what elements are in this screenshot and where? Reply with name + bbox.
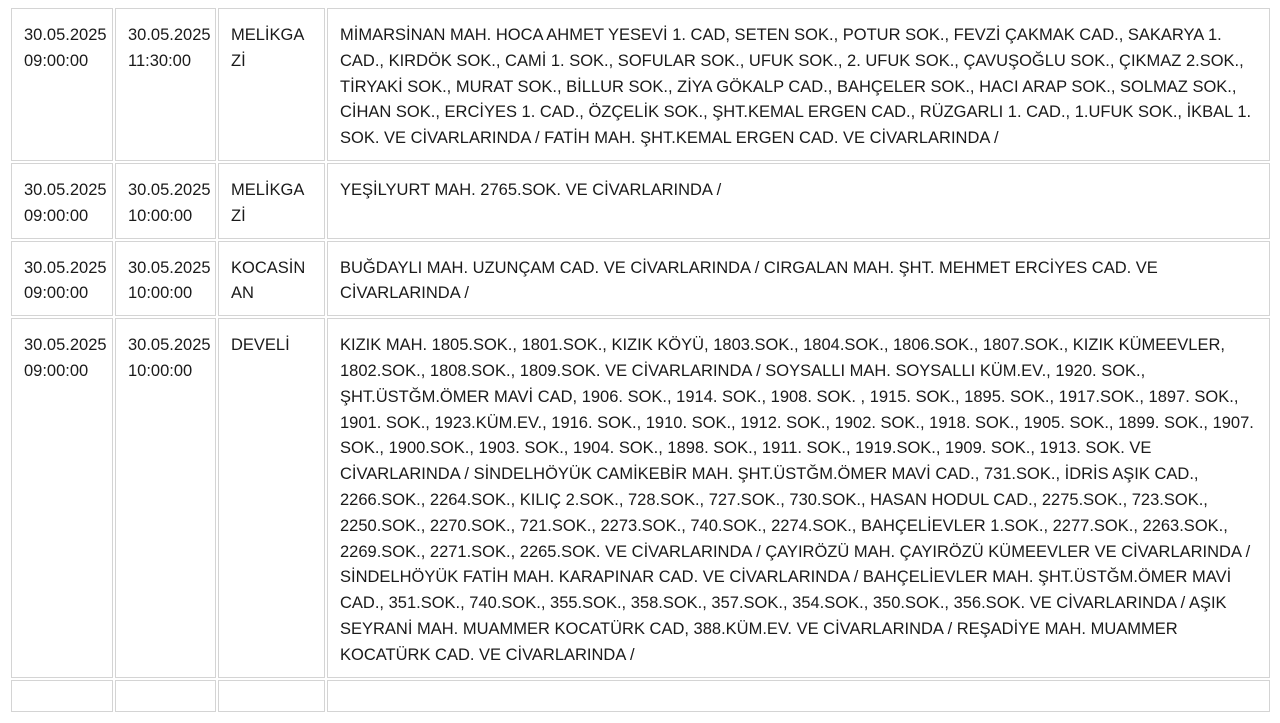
start-time: 09:00:00: [24, 206, 89, 225]
end-date: 30.05.2025: [128, 26, 211, 44]
district-cell: [218, 680, 325, 712]
table-row: [11, 8, 1270, 161]
outage-table: [9, 6, 1272, 714]
start-date: 30.05.2025: [24, 258, 107, 277]
table-row: [11, 163, 1270, 239]
end-cell: [115, 163, 216, 239]
start-date: 30.05.2025: [24, 180, 107, 199]
end-cell: [115, 318, 216, 677]
end-date: 30.05.2025: [128, 336, 211, 355]
table-row-partial: [11, 680, 1270, 712]
streets-cell: YEŞİLYURT MAH. 2765.SOK. VE CİVARLARINDA /: [327, 163, 1270, 239]
table-row: [11, 241, 1270, 317]
streets-cell: MİMARSİNAN MAH. HOCA AHMET YESEVİ 1. CAD, SETEN SOK., POTUR SOK., FEVZİ ÇAKMAK CAD., SAKARYA 1. CAD., KIRDÖK SOK., CAMİ 1. SOK., SOFULAR SOK., UFUK SOK., 2. UFUK SOK., ÇAVUŞOĞLU SOK., ÇIKMAZ 2.SOK., TİRYAKİ SOK., MURAT SOK., BİLLUR SOK., ZİYA GÖKALP CAD., BAHÇELER SOK., HACI ARAP SOK., SOLMAZ SOK., CİHAN SOK., ERCİYES 1. CAD., ÖZÇELİK SOK., ŞHT.KEMAL ERGEN CAD., RÜZGARLI 1. CAD., 1.UFUK SOK., İKBAL 1. SOK. VE CİVARLARINDA / FATİH MAH. ŞHT.KEMAL ERGEN CAD. VE CİVARLARINDA /: [327, 8, 1270, 161]
end-date: 30.05.2025: [128, 258, 211, 277]
streets-cell: [327, 680, 1270, 712]
streets-cell: BUĞDAYLI MAH. UZUNÇAM CAD. VE CİVARLARINDA / CIRGALAN MAH. ŞHT. MEHMET ERCİYES CAD. VE CİVARLARINDA /: [327, 241, 1270, 317]
district-cell: DEVELİ: [218, 318, 325, 677]
end-date: 30.05.2025: [128, 180, 211, 199]
start-cell: [11, 680, 113, 712]
end-time: 11:30:00: [128, 51, 192, 70]
end-cell: [115, 241, 216, 317]
start-date: 30.05.2025: [24, 336, 107, 355]
district-cell: KOCASİNAN: [218, 241, 325, 317]
start-cell: [11, 163, 113, 239]
start-time: 09:00:00: [24, 361, 89, 380]
table-row: [11, 318, 1270, 677]
start-date: 30.05.2025: [24, 26, 107, 44]
start-cell: [11, 241, 113, 317]
end-cell: [115, 680, 216, 712]
district-cell: MELİKGAZİ: [218, 8, 325, 161]
end-time: 10:00:00: [128, 206, 193, 225]
district-cell: MELİKGAZİ: [218, 163, 325, 239]
streets-cell: KIZIK MAH. 1805.SOK., 1801.SOK., KIZIK KÖYÜ, 1803.SOK., 1804.SOK., 1806.SOK., 1807.SOK., KIZIK KÜMEEVLER, 1802.SOK., 1808.SOK., 1809.SOK. VE CİVARLARINDA / SOYSALLI MAH. SOYSALLI KÜM.EV., 1920. SOK., ŞHT.ÜSTĞM.ÖMER MAVİ CAD, 1906. SOK., 1914. SOK., 1908. SOK. , 1915. SOK., 1895. SOK., 1917.SOK., 1897. SOK., 1901. SOK., 1923.KÜM.EV., 1916. SOK., 1910. SOK., 1912. SOK., 1902. SOK., 1918. SOK., 1905. SOK., 1899. SOK., 1907. SOK., 1900.SOK., 1903. SOK., 1904. SOK., 1898. SOK., 1911. SOK., 1919.SOK., 1909. SOK., 1913. SOK. VE CİVARLARINDA / SİNDELHÖYÜK CAMİKEBİR MAH. ŞHT.ÜSTĞM.ÖMER MAVİ CAD., 731.SOK., İDRİS AŞIK CAD., 2266.SOK., 2264.SOK., KILIÇ 2.SOK., 728.SOK., 727.SOK., 730.SOK., HASAN HODUL CAD., 2275.SOK., 723.SOK., 2250.SOK., 2270.SOK., 721.SOK., 2273.SOK., 740.SOK., 2274.SOK., BAHÇELİEVLER 1.SOK., 2277.SOK., 2263.SOK., 2269.SOK., 2271.SOK., 2265.SOK. VE CİVARLARINDA / ÇAYIRÖZÜ MAH. ÇAYIRÖZÜ KÜMEEVLER VE CİVARLARINDA / SİNDELHÖYÜK FATİH MAH. KARAPINAR CAD. VE CİVARLARINDA / BAHÇELİEVLER MAH. ŞHT.ÜSTĞM.ÖMER MAVİ CAD., 351.SOK., 740.SOK., 355.SOK., 358.SOK., 357.SOK., 354.SOK., 350.SOK., 356.SOK. VE CİVARLARINDA / AŞIK SEYRANİ MAH. MUAMMER KOCATÜRK CAD, 388.KÜM.EV. VE CİVARLARINDA / REŞADİYE MAH. MUAMMER KOCATÜRK CAD. VE CİVARLARINDA /: [327, 318, 1270, 677]
start-time: 09:00:00: [24, 284, 89, 303]
start-cell: [11, 318, 113, 677]
start-time: 09:00:00: [24, 51, 89, 70]
end-time: 10:00:00: [128, 361, 193, 380]
end-time: 10:00:00: [128, 284, 193, 303]
start-cell: [11, 8, 113, 161]
end-cell: [115, 8, 216, 161]
